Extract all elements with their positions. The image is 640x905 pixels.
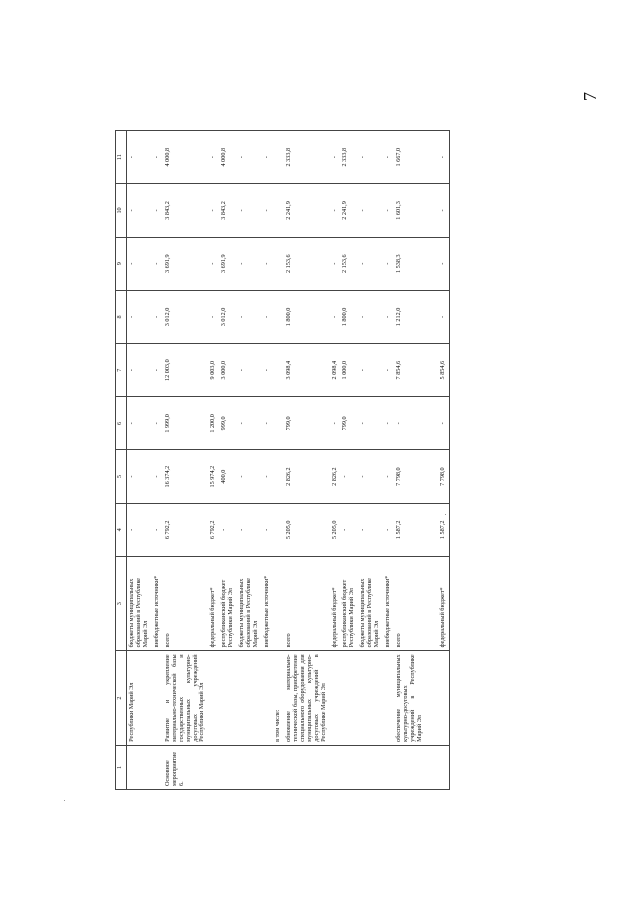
table-row — [163, 131, 209, 790]
funding-source-cell: федеральный бюджет* — [208, 556, 219, 650]
amount-cell: - — [237, 290, 262, 343]
event-label-cell — [219, 745, 237, 789]
amount-cell — [273, 290, 284, 343]
table-row — [438, 131, 449, 790]
event-description-cell — [208, 651, 219, 745]
event-description-cell — [438, 651, 449, 745]
amount-cell: - — [438, 184, 449, 237]
funding-source-cell: бюджеты муниципальных образований в Республике Марий Эл — [358, 556, 383, 650]
funding-source-cell: федеральный бюджет* — [330, 556, 341, 650]
event-description-cell: обеспечение муниципальных культурно-досуговых учреждений в Республике Марий Эл — [394, 651, 438, 745]
event-label-cell — [394, 745, 438, 789]
event-label-cell — [330, 745, 341, 789]
header-cell: 4 — [116, 503, 127, 556]
event-description-cell — [340, 651, 358, 745]
amount-cell: 3 691,9 — [163, 237, 209, 290]
header-cell: 2 — [116, 651, 127, 745]
amount-cell: 400,0 — [219, 450, 237, 503]
amount-cell: - — [330, 237, 341, 290]
amount-cell: 1 667,0 — [394, 131, 438, 184]
amount-cell — [273, 397, 284, 450]
amount-cell: - — [127, 503, 152, 556]
event-description-cell — [330, 651, 341, 745]
header-cell: 8 — [116, 290, 127, 343]
amount-cell: 1 587,2 — [394, 503, 438, 556]
amount-cell: 2 826,2 — [330, 450, 341, 503]
funding-source-cell: республиканский бюджет Республики Марий Эл — [219, 556, 237, 650]
amount-cell: 4 000,8 — [163, 131, 209, 184]
funding-source-cell: республиканский бюджет Республики Марий Эл — [340, 556, 358, 650]
amount-cell: - — [358, 184, 383, 237]
amount-cell: - — [438, 397, 449, 450]
header-cell: 3 — [116, 556, 127, 650]
amount-cell: 3 843,2 — [163, 184, 209, 237]
event-label-cell — [208, 745, 219, 789]
event-label-cell — [152, 745, 163, 789]
amount-cell: - — [438, 131, 449, 184]
amount-cell: - — [152, 131, 163, 184]
amount-cell: - — [262, 397, 273, 450]
amount-cell: - — [330, 131, 341, 184]
amount-cell: 16 374,2 — [163, 450, 209, 503]
amount-cell: - — [127, 237, 152, 290]
amount-cell: - — [383, 450, 394, 503]
funding-source-cell: бюджеты муниципальных образований в Республике Марий Эл — [127, 556, 152, 650]
amount-cell: 999,0 — [219, 397, 237, 450]
amount-cell: - — [358, 344, 383, 397]
amount-cell: - — [438, 290, 449, 343]
amount-cell: - — [262, 237, 273, 290]
header-cell: 6 — [116, 397, 127, 450]
event-label-cell — [273, 745, 284, 789]
amount-cell: 5 854,6 — [438, 344, 449, 397]
page-number: 7 — [580, 92, 600, 101]
amount-cell: 1 800,0 — [284, 290, 330, 343]
amount-cell: - — [208, 237, 219, 290]
amount-cell — [273, 450, 284, 503]
amount-cell: - — [358, 503, 383, 556]
amount-cell: - — [208, 184, 219, 237]
amount-cell: - — [358, 290, 383, 343]
amount-cell: - — [237, 131, 262, 184]
amount-cell: - — [340, 503, 358, 556]
amount-cell: 3 098,4 — [284, 344, 330, 397]
amount-cell: 1 000,0 — [340, 344, 358, 397]
amount-cell: - — [383, 344, 394, 397]
rotated-table-container — [115, 130, 535, 790]
amount-cell — [273, 344, 284, 397]
event-label-cell — [340, 745, 358, 789]
amount-cell: 3 000,0 — [219, 344, 237, 397]
amount-cell: - — [330, 184, 341, 237]
funding-source-cell: внебюджетные источники* — [383, 556, 394, 650]
table-row — [358, 131, 383, 790]
event-label-cell — [383, 745, 394, 789]
amount-cell: 5 205,0 — [284, 503, 330, 556]
table-header-row — [116, 131, 127, 790]
amount-cell: - — [262, 184, 273, 237]
header-cell: 7 — [116, 344, 127, 397]
event-description-cell — [237, 651, 262, 745]
amount-cell: 7 798,0 — [394, 450, 438, 503]
amount-cell: - — [127, 290, 152, 343]
amount-cell: - — [262, 503, 273, 556]
amount-cell: - — [330, 290, 341, 343]
table-row — [127, 131, 152, 790]
funding-source-cell: федеральный бюджет* — [438, 556, 449, 650]
event-description-cell: Республики Марий Эл — [127, 651, 152, 745]
amount-cell: - — [330, 397, 341, 450]
event-label-cell — [127, 745, 152, 789]
header-cell: 10 — [116, 184, 127, 237]
table-row — [284, 131, 330, 790]
amount-cell: 2 826,2 — [284, 450, 330, 503]
amount-cell: - — [340, 450, 358, 503]
amount-cell: - — [438, 237, 449, 290]
amount-cell: 3 843,2 — [219, 184, 237, 237]
amount-cell: 3 012,0 — [219, 290, 237, 343]
amount-cell — [273, 237, 284, 290]
amount-cell: - — [152, 184, 163, 237]
amount-cell: - — [358, 397, 383, 450]
amount-cell: - — [219, 503, 237, 556]
amount-cell: - — [358, 450, 383, 503]
table-row — [208, 131, 219, 790]
budget-table — [115, 130, 450, 790]
funding-source-cell: бюджеты муниципальных образований в Республике Марий Эл — [237, 556, 262, 650]
amount-cell: - — [383, 290, 394, 343]
amount-cell: 5 205,0 — [330, 503, 341, 556]
scan-speck — [445, 514, 446, 515]
amount-cell — [273, 503, 284, 556]
event-description-cell — [219, 651, 237, 745]
amount-cell: 12 003,0 — [163, 344, 209, 397]
amount-cell: 799,0 — [284, 397, 330, 450]
amount-cell: - — [358, 131, 383, 184]
amount-cell: 2 333,8 — [284, 131, 330, 184]
amount-cell: - — [262, 290, 273, 343]
table-row — [330, 131, 341, 790]
amount-cell: - — [208, 290, 219, 343]
event-description-cell: Развитие и укрепление материально-технической базы государственных и муниципальных культурно-досуговых учреждений Республики Марий Эл — [163, 651, 209, 745]
amount-cell: 1 200,0 — [208, 397, 219, 450]
amount-cell: - — [237, 503, 262, 556]
header-cell: 1 — [116, 745, 127, 789]
event-label-cell — [438, 745, 449, 789]
table-row — [273, 131, 284, 790]
amount-cell: 7 798,0 — [438, 450, 449, 503]
amount-cell: 9 003,0 — [208, 344, 219, 397]
amount-cell: - — [152, 290, 163, 343]
event-label-cell — [237, 745, 262, 789]
amount-cell: 1 538,3 — [394, 237, 438, 290]
amount-cell: - — [237, 184, 262, 237]
event-label-cell: Основное мероприятие 6. — [163, 745, 209, 789]
amount-cell: - — [237, 237, 262, 290]
amount-cell: - — [127, 131, 152, 184]
amount-cell: - — [383, 237, 394, 290]
event-label-cell — [262, 745, 273, 789]
amount-cell: 2 153,6 — [284, 237, 330, 290]
amount-cell: - — [152, 397, 163, 450]
amount-cell: - — [152, 344, 163, 397]
amount-cell: - — [152, 503, 163, 556]
amount-cell — [273, 131, 284, 184]
amount-cell: - — [383, 184, 394, 237]
amount-cell: - — [208, 131, 219, 184]
amount-cell: - — [383, 503, 394, 556]
amount-cell: - — [152, 450, 163, 503]
amount-cell: 4 000,8 — [219, 131, 237, 184]
amount-cell: 1 587,2 — [438, 503, 449, 556]
amount-cell: 2 241,9 — [284, 184, 330, 237]
amount-cell: 2 333,8 — [340, 131, 358, 184]
amount-cell: 2 241,9 — [340, 184, 358, 237]
amount-cell: - — [383, 131, 394, 184]
table-row — [219, 131, 237, 790]
amount-cell: - — [383, 397, 394, 450]
event-description-cell: в том числе: — [273, 651, 284, 745]
amount-cell: - — [262, 344, 273, 397]
amount-cell: 799,0 — [340, 397, 358, 450]
funding-source-cell: всего — [163, 556, 209, 650]
amount-cell: 3 691,9 — [219, 237, 237, 290]
funding-source-cell: всего — [284, 556, 330, 650]
amount-cell: - — [127, 344, 152, 397]
table-row — [152, 131, 163, 790]
amount-cell: - — [237, 344, 262, 397]
amount-cell: - — [237, 397, 262, 450]
amount-cell: - — [152, 237, 163, 290]
event-description-cell — [383, 651, 394, 745]
amount-cell: - — [127, 184, 152, 237]
amount-cell: 1 800,0 — [340, 290, 358, 343]
event-description-cell — [262, 651, 273, 745]
funding-source-cell: внебюджетные источники* — [262, 556, 273, 650]
amount-cell: 6 792,2 — [208, 503, 219, 556]
amount-cell: 1 999,0 — [163, 397, 209, 450]
amount-cell: 1 212,0 — [394, 290, 438, 343]
event-description-cell — [358, 651, 383, 745]
amount-cell: - — [394, 397, 438, 450]
amount-cell: - — [358, 237, 383, 290]
amount-cell: - — [262, 131, 273, 184]
header-cell: 5 — [116, 450, 127, 503]
event-label-cell — [284, 745, 330, 789]
table-row — [394, 131, 438, 790]
event-description-cell — [152, 651, 163, 745]
funding-source-cell: внебюджетные источники* — [152, 556, 163, 650]
table-row — [383, 131, 394, 790]
amount-cell: 15 974,2 — [208, 450, 219, 503]
funding-source-cell: всего — [394, 556, 438, 650]
table-row — [262, 131, 273, 790]
event-description-cell: обновление материально-технической базы, приобретение специального оборудования для муниципальных культурно-досуговых учреждений в Республике Марий Эл — [284, 651, 330, 745]
amount-cell: - — [237, 450, 262, 503]
amount-cell — [273, 184, 284, 237]
scan-speck — [64, 800, 65, 801]
amount-cell: - — [127, 450, 152, 503]
table-row — [340, 131, 358, 790]
header-cell: 9 — [116, 237, 127, 290]
header-cell: 11 — [116, 131, 127, 184]
amount-cell: - — [262, 450, 273, 503]
amount-cell: 2 153,6 — [340, 237, 358, 290]
amount-cell: - — [127, 397, 152, 450]
table-row — [237, 131, 262, 790]
funding-source-cell — [273, 556, 284, 650]
amount-cell: 2 098,4 — [330, 344, 341, 397]
amount-cell: 3 012,0 — [163, 290, 209, 343]
event-label-cell — [358, 745, 383, 789]
amount-cell: 1 601,3 — [394, 184, 438, 237]
amount-cell: 6 792,2 — [163, 503, 209, 556]
amount-cell: 7 854,6 — [394, 344, 438, 397]
